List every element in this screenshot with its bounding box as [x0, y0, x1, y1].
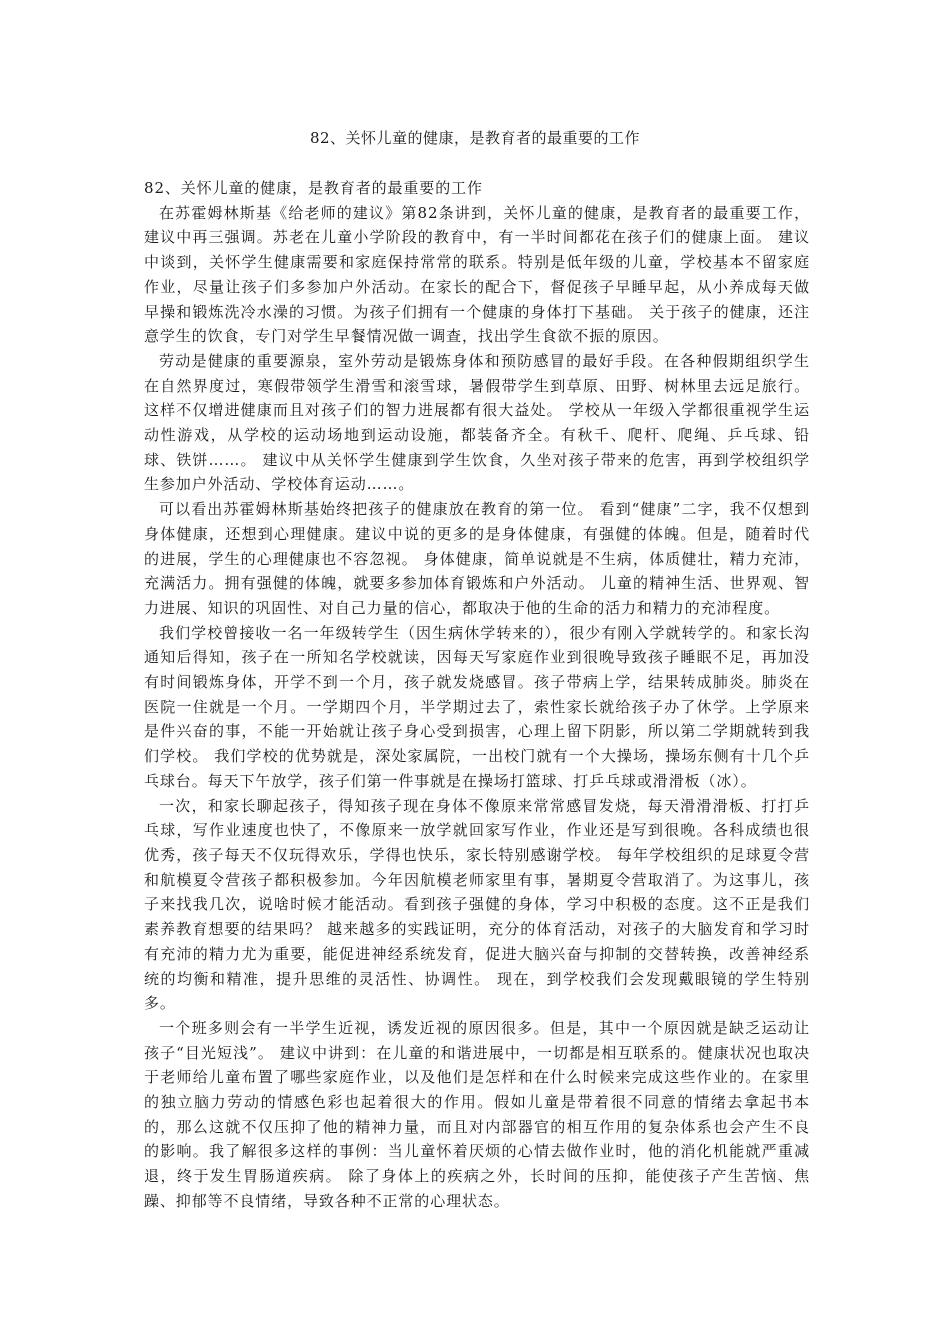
paragraph: 劳动是健康的重要源泉，室外劳动是锻炼身体和预防感冒的最好手段。在各种假期组织学生在自然界度过，寒假带领学生滑雪和滚雪球，暑假带学生到草原、田野、树林里去远足旅行。这样不仅增进健康而且对孩子们的智力进展都有很大益处。 学校从一年级入学都很重视学生运动性游戏，从学校的运动场地到运动设施，都装备齐全。有秋千、爬杆、爬绳、乒乓球、铅球、铁饼……。 建议中从关怀学生健康到学生饮食，久坐对孩子带来的危害，再到学校组织学生参加户外活动、学校体育运动……。: [144, 351, 810, 494]
article-heading: 82、关怀儿童的健康，是教育者的最重要的工作: [144, 179, 483, 197]
page-title: 82、关怀儿童的健康，是教育者的最重要的工作: [309, 129, 641, 147]
paragraph: 可以看出苏霍姆林斯基始终把孩子的健康放在教育的第一位。 看到“健康”二字，我不仅想到身体健康，还想到心理健康。建议中说的更多的是身体健康，有强健的体魄。但是，随着时代的进展，学生的心理健康也不容忽视。 身体健康，简单说就是不生病，体质健壮，精力充沛，充满活力。拥有强健的体魄，就要多参加体育锻炼和户外活动。 儿童的精神生活、世界观、智力进展、知识的巩固性、对自己力量的信心，都取决于他的生命的活力和精力的充沛程度。: [144, 500, 810, 617]
paragraph: 一次，和家长聊起孩子，得知孩子现在身体不像原来常常感冒发烧，每天滑滑滑板、打打乒乓球，写作业速度也快了，不像原来一放学就回家写作业，作业还是写到很晚。各科成绩也很优秀，孩子每天不仅玩得欢乐，学得也快乐，家长特别感谢学校。 每年学校组织的足球夏令营和航模夏令营孩子都积极参加。今年因航模老师家里有事，暑期夏令营取消了。为这事儿，孩子来找我几次，说啥时候才能活动。看到孩子强健的身体，学习中积极的态度。这不正是我们素养教育想要的结果吗？ 越来越多的实践证明，充分的体育活动，对孩子的大脑发育和学习时有充沛的精力尤为重要，能促进神经系统发育，促进大脑兴奋与抑制的交替转换，改善神经系统的均衡和精准，提升思维的灵活性、协调性。 现在，到学校我们会发现戴眼镜的学生特别多。: [144, 796, 810, 1013]
paragraph: 在苏霍姆林斯基《给老师的建议》第82条讲到，关怀儿童的健康，是教育者的最重要工作，建议中再三强调。苏老在儿童小学阶段的教育中，有一半时间都花在孩子们的健康上面。 建议中谈到，关怀学生健康需要和家庭保持常常的联系。特别是低年级的儿童，学校基本不留家庭作业，尽量让孩子们多参加户外活动。在家长的配合下，督促孩子早睡早起，从小养成每天做早操和锻炼洗冷水澡的习惯。为孩子们拥有一个健康的身体打下基础。 关于孩子的健康，还注意学生的饮食，专门对学生早餐情况做一调查，找出学生食欲不振的原因。: [144, 203, 810, 346]
paragraph: 一个班多则会有一半学生近视，诱发近视的原因很多。但是，其中一个原因就是缺乏运动让孩子“目光短浅”。 建议中讲到：在儿童的和谐进展中，一切都是相互联系的。健康状况也取决于老师给儿童布置了哪些家庭作业，以及他们是怎样和在什么时候来完成这些作业的。在家里的独立脑力劳动的情感色彩也起着很大的作用。假如儿童是带着很不同意的情绪去拿起书本的，那么这就不仅压抑了他的精神力量，而且对内部器官的相互作用的复杂体系也会产生不良的影响。我了解很多这样的事例：当儿童怀着厌烦的心情去做作业时，他的消化机能就严重减退，终于发生胃肠道疾病。 除了身体上的疾病之外，长时间的压抑，能使孩子产生苦恼、焦躁、抑郁等不良情绪，导致各种不正常的心理状态。: [144, 1018, 810, 1210]
article-body: [144, 176, 810, 1214]
paragraph: 我们学校曾接收一名一年级转学生（因生病休学转来的），很少有刚入学就转学的。和家长沟通知后得知，孩子在一所知名学校就读，因每天写家庭作业到很晚导致孩子睡眠不足，再加没有时间锻炼身体，开学不到一个月，孩子就发烧感冒。孩子带病上学，结果转成肺炎。肺炎在医院一住就是一个月。一学期四个月，半学期过去了，索性家长就给孩子办了休学。上学原来是件兴奋的事，不能一开始就让孩子身心受到损害，心理上留下阴影，所以第二学期就转到我们学校。 我们学校的优势就是，深处家属院，一出校门就有一个大操场，操场东侧有十几个乒乓球台。每天下午放学，孩子们第一件事就是在操场打篮球、打乒乓球或滑滑板（冰）。: [144, 623, 810, 790]
